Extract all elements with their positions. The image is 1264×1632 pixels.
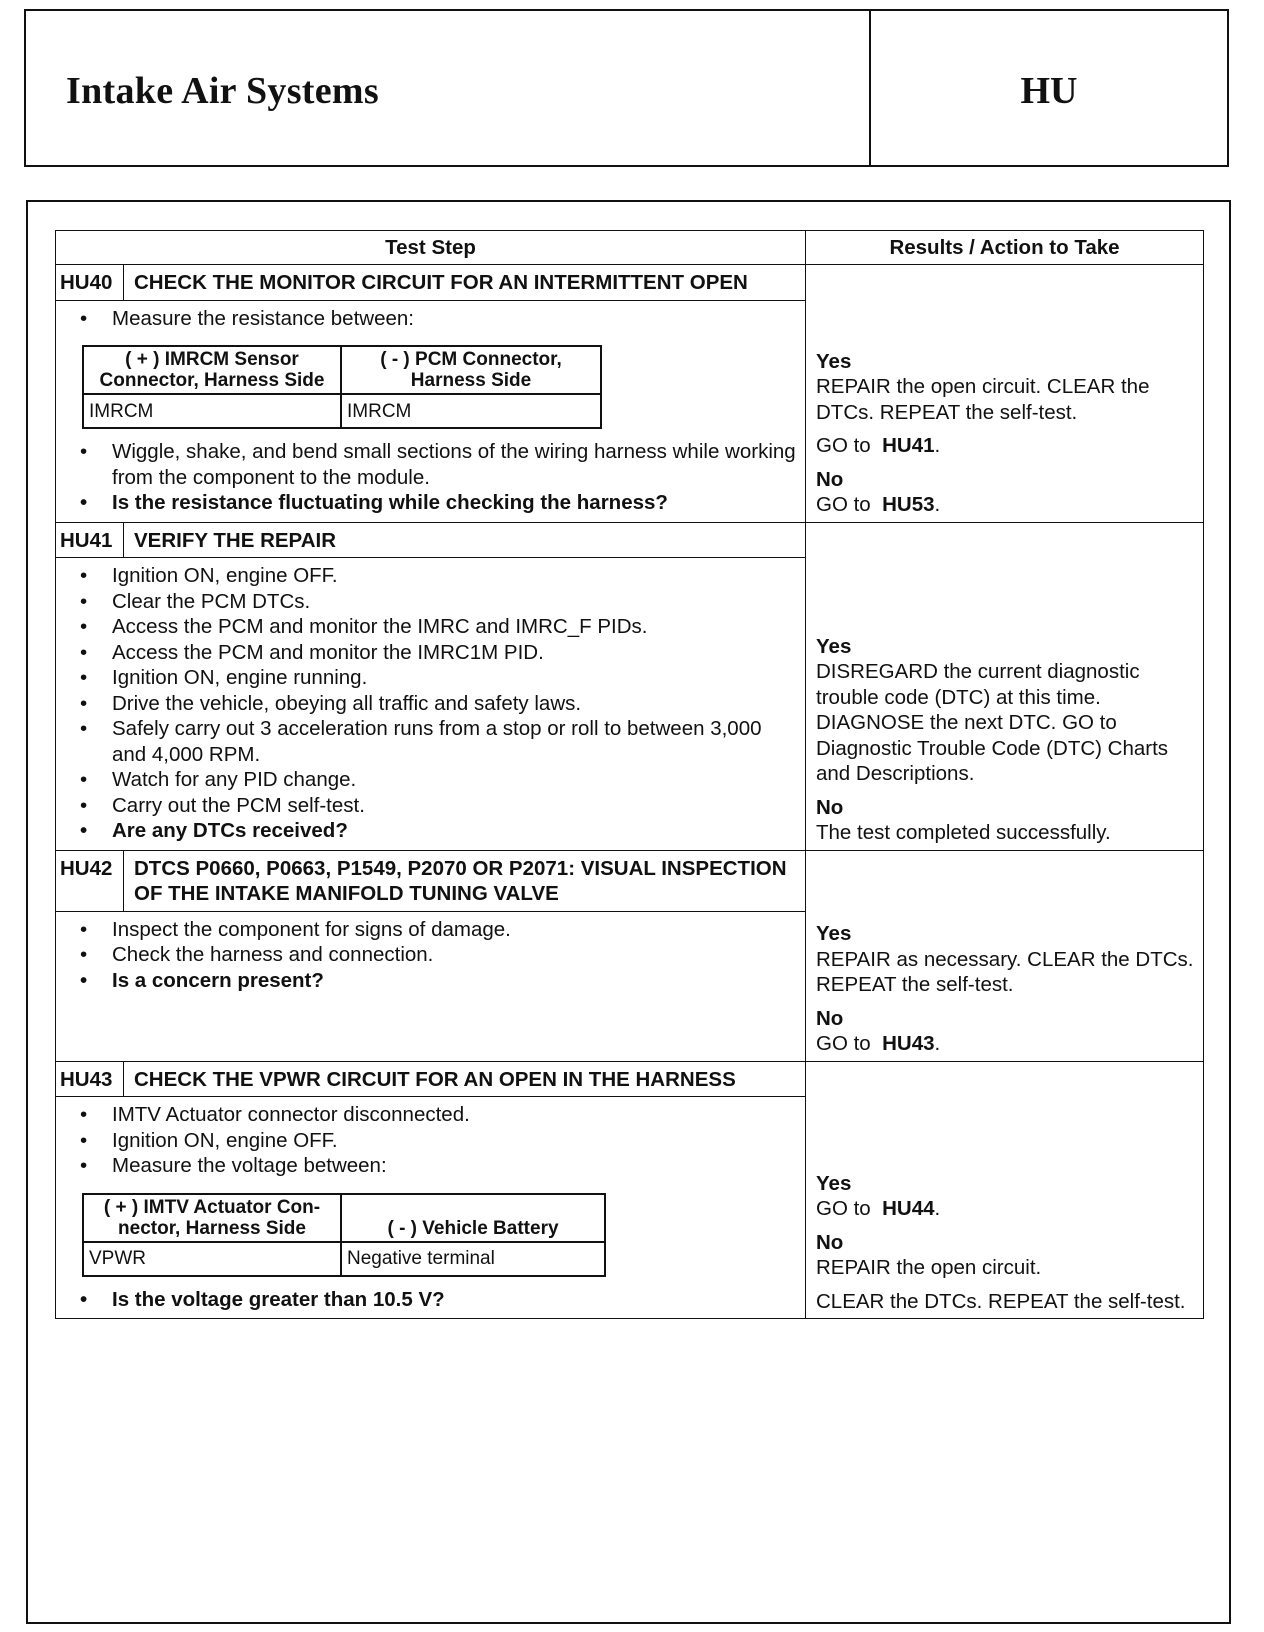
step-bullet: • Safely carry out 3 acceleration runs from a stop or roll to between 3,000 and 4,000 RPM.: [62, 716, 797, 767]
yes-label: Yes: [816, 349, 852, 373]
step-id: HU40: [56, 265, 124, 301]
step-bullet: • Carry out the PCM self-test.: [62, 793, 797, 819]
diagnostic-table: [55, 230, 1204, 1319]
step-row-hu43-head: [56, 1061, 1204, 1097]
measurement-cell: Negative terminal: [341, 1242, 605, 1276]
table-header-row: [56, 231, 1204, 265]
yes-label: Yes: [816, 634, 852, 658]
step-bullet: • Measure the voltage between:: [62, 1153, 797, 1179]
step-bullet: • Watch for any PID change.: [62, 767, 797, 793]
step-bullet: • Ignition ON, engine OFF.: [62, 563, 797, 589]
step-results: [806, 850, 1204, 1061]
step-id: HU41: [56, 522, 124, 558]
step-bullet: • Ignition ON, engine running.: [62, 665, 797, 691]
step-body: [56, 1097, 806, 1319]
yes-action: DISREGARD the current diagnostic trouble code (DTC) at this time. DIAGNOSE the next DTC. GO to Diagnostic Trouble Code (DTC) Charts and Descriptions.: [816, 660, 1169, 785]
step-bullet: • Ignition ON, engine OFF.: [62, 1128, 797, 1154]
yes-label: Yes: [816, 1171, 852, 1195]
step-row-hu40-head: [56, 265, 1204, 301]
step-bullet: • Inspect the component for signs of damage.: [62, 917, 797, 943]
step-body: [56, 558, 806, 851]
no-goto: GO to HU43.: [816, 1032, 941, 1055]
col-header-results: Results / Action to Take: [806, 231, 1204, 265]
no-label: No: [816, 1230, 844, 1254]
yes-goto: GO to HU44.: [816, 1197, 941, 1220]
goto-link-hu41: HU41: [882, 434, 935, 457]
no-action: REPAIR the open circuit.: [816, 1256, 1042, 1279]
step-bullet: • Wiggle, shake, and bend small sections of the wiring harness while working from the component to the module.: [62, 439, 797, 490]
measurement-cell: IMRCM: [341, 394, 601, 428]
section-title-cell: [26, 11, 871, 165]
goto-link-hu43: HU43: [882, 1032, 935, 1055]
section-code: HU: [1020, 70, 1078, 112]
step-bullet: • IMTV Actuator connector disconnected.: [62, 1102, 797, 1128]
step-heading: DTCS P0660, P0663, P1549, P2070 OR P2071: VISUAL INSPECTION OF THE INTAKE MANIFOLD TUNING VALVE: [124, 850, 806, 911]
step-results: [806, 522, 1204, 850]
step-question: • Is a concern present?: [62, 968, 797, 994]
step-question: • Are any DTCs received?: [62, 818, 797, 844]
step-heading: CHECK THE VPWR CIRCUIT FOR AN OPEN IN THE HARNESS: [124, 1061, 806, 1097]
step-bullet: • Clear the PCM DTCs.: [62, 589, 797, 615]
no-label: No: [816, 795, 844, 819]
step-bullet: • Drive the vehicle, obeying all traffic and safety laws.: [62, 691, 797, 717]
step-body: [56, 300, 806, 522]
step-results: [806, 265, 1204, 523]
step-id: HU43: [56, 1061, 124, 1097]
measurement-table: [82, 1193, 606, 1277]
measurement-cell: IMRCM: [83, 394, 341, 428]
step-question: • Is the resistance fluctuating while checking the harness?: [62, 490, 797, 516]
yes-action: REPAIR the open circuit. CLEAR the DTCs. REPEAT the self-test.: [816, 375, 1150, 424]
no-action: The test completed successfully.: [816, 821, 1111, 844]
step-heading: CHECK THE MONITOR CIRCUIT FOR AN INTERMITTENT OPEN: [124, 265, 806, 301]
step-results: [806, 1061, 1204, 1319]
measurement-col-plus: ( + ) IMTV Actuator Con-nector, Harness Side: [83, 1194, 341, 1242]
step-heading: VERIFY THE REPAIR: [124, 522, 806, 558]
step-row-hu41-head: [56, 522, 1204, 558]
no-action-2: CLEAR the DTCs. REPEAT the self-test.: [816, 1289, 1186, 1313]
measurement-col-plus: ( + ) IMRCM Sensor Connector, Harness Side: [83, 346, 341, 394]
step-row-hu42-head: [56, 850, 1204, 911]
step-question: • Is the voltage greater than 10.5 V?: [62, 1287, 797, 1313]
step-body: [56, 911, 806, 1061]
measurement-col-minus: ( - ) Vehicle Battery: [341, 1194, 605, 1242]
goto-link-hu44: HU44: [882, 1197, 935, 1220]
measurement-col-minus: ( - ) PCM Connector, Harness Side: [341, 346, 601, 394]
measurement-table: [82, 345, 602, 429]
goto-link-hu53: HU53: [882, 493, 935, 516]
step-id: HU42: [56, 850, 124, 911]
yes-label: Yes: [816, 922, 852, 945]
step-bullet: • Measure the resistance between:: [62, 306, 797, 332]
section-title: Intake Air Systems: [66, 70, 379, 112]
section-header: [24, 9, 1229, 167]
no-label: No: [816, 467, 844, 491]
measurement-cell: VPWR: [83, 1242, 341, 1276]
no-label: No: [816, 1006, 844, 1030]
section-code-cell: [871, 11, 1227, 165]
step-bullet: • Access the PCM and monitor the IMRC and IMRC_F PIDs.: [62, 614, 797, 640]
step-bullet: • Access the PCM and monitor the IMRC1M PID.: [62, 640, 797, 666]
yes-action: REPAIR as necessary. CLEAR the DTCs. REPEAT the self-test.: [816, 947, 1194, 996]
no-goto: GO to HU53.: [816, 493, 941, 516]
step-bullet: • Check the harness and connection.: [62, 942, 797, 968]
col-header-test-step: Test Step: [56, 231, 806, 265]
yes-goto: GO to HU41.: [816, 434, 941, 457]
